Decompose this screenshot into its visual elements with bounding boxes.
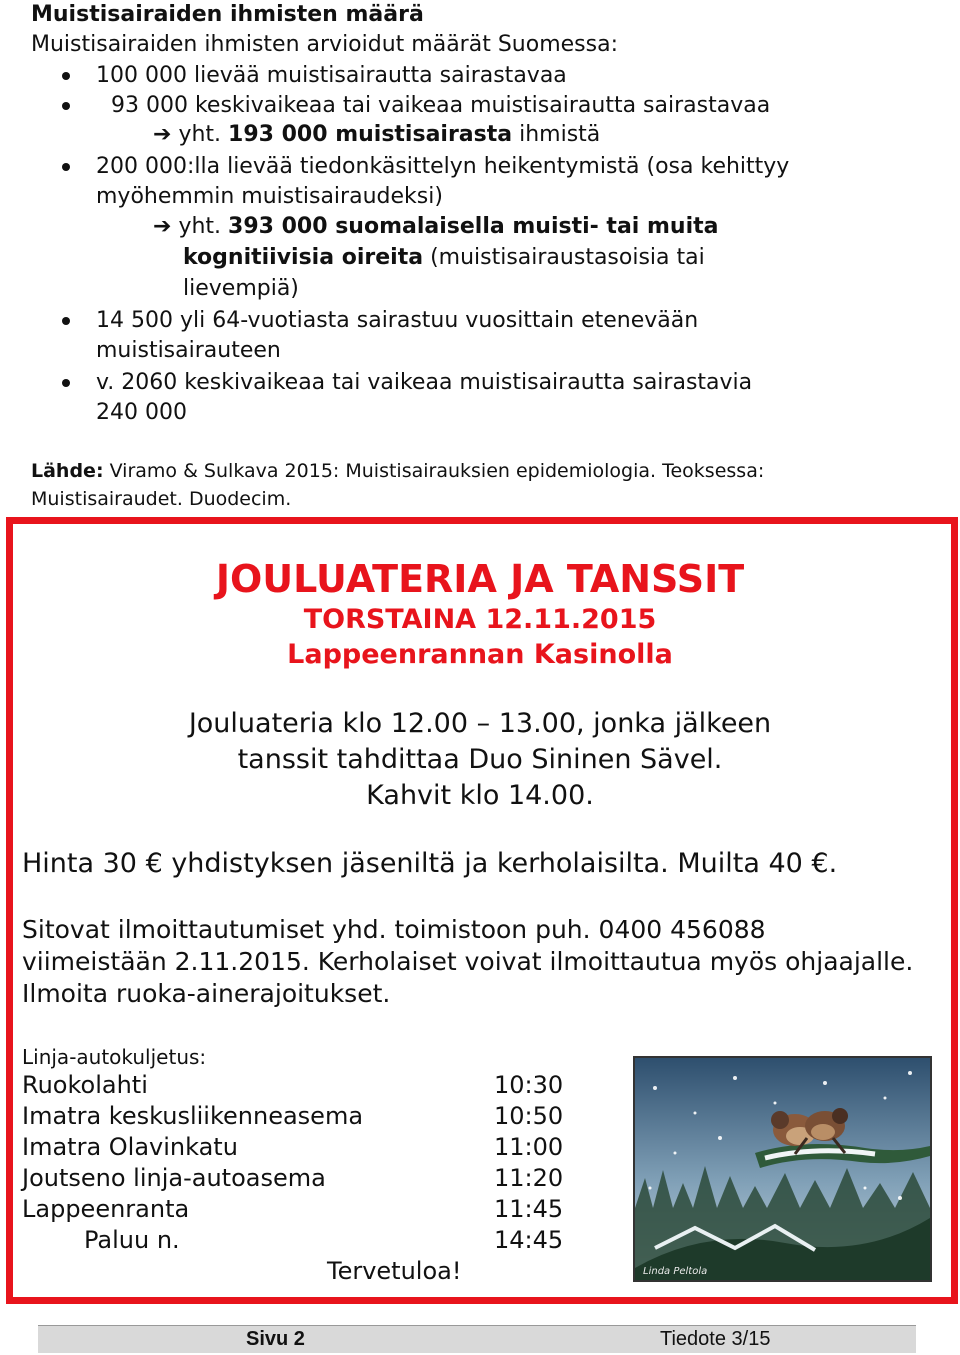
source-citation-l2: Muistisairaudet. Duodecim. — [31, 488, 292, 510]
bus-stop-time: 10:50 — [494, 1102, 564, 1130]
registration-line-2: viimeistään 2.11.2015. Kerholaiset voivat ilmoittautua myös ohjaajalle. — [22, 947, 914, 976]
bullet-icon — [62, 72, 70, 80]
bullet-2060-l1: v. 2060 keskivaikeaa tai vaikeaa muistisairautta sairastavia — [96, 370, 753, 395]
bullet-severe: 93 000 keskivaikeaa tai vaikeaa muistisairautta sairastavaa — [111, 93, 771, 118]
bullet-cognitive-l1: 200 000:lla lievää tiedonkäsittelyn heikentymistä (osa kehittyy — [96, 154, 790, 179]
painting-signature: Linda Peltola — [643, 1266, 708, 1277]
source-citation: Lähde: Viramo & Sulkava 2015: Muistisairauksien epidemiologia. Teoksessa: — [31, 460, 765, 482]
bus-heading: Linja-autokuljetus: — [22, 1045, 207, 1069]
bullet-cognitive-l2: myöhemmin muistisairaudeksi) — [96, 184, 443, 209]
issue-number: Tiedote 3/15 — [660, 1328, 771, 1350]
bus-stop-time: 11:00 — [494, 1133, 564, 1161]
bus-stop-time: 11:20 — [494, 1164, 564, 1192]
event-line-coffee: Kahvit klo 14.00. — [366, 780, 594, 811]
total-line-2c: lievempiä) — [183, 276, 299, 301]
bus-stop-place: Imatra keskusliikenneasema — [22, 1102, 364, 1130]
bus-stop-time: 11:45 — [494, 1195, 564, 1223]
bus-stop-place: Joutseno linja-autoasema — [22, 1164, 326, 1192]
total-line-1: ➔ yht. 193 000 muistisairasta ihmistä — [153, 122, 601, 147]
arrow-right-icon: ➔ — [153, 122, 172, 147]
bus-stop-place: Paluu n. — [84, 1226, 180, 1254]
bus-stop-place: Lappeenranta — [22, 1195, 190, 1223]
bullet-yearly-l2: muistisairauteen — [96, 338, 281, 363]
event-line-lunch: Jouluateria klo 12.00 – 13.00, jonka jälkeen — [188, 708, 772, 739]
page-number: Sivu 2 — [246, 1328, 305, 1350]
bullet-mild: 100 000 lievää muistisairautta sairastavaa — [96, 63, 567, 88]
registration-line-1: Sitovat ilmoittautumiset yhd. toimistoon puh. 0400 456088 — [22, 915, 766, 944]
bus-stop-time: 14:45 — [494, 1226, 564, 1254]
bus-stop-place: Ruokolahti — [22, 1071, 148, 1099]
bullet-icon — [62, 317, 70, 325]
event-price: Hinta 30 € yhdistyksen jäseniltä ja kerholaisilta. Muilta 40 €. — [22, 848, 838, 879]
bus-stop-time: 10:30 — [494, 1071, 564, 1099]
section-title: Muistisairaiden ihmisten määrä — [31, 2, 424, 27]
registration-line-3: Ilmoita ruoka-ainerajoitukset. — [22, 979, 391, 1008]
bullet-icon — [62, 102, 70, 110]
footer-bar — [38, 1325, 916, 1353]
bird-painting-image — [633, 1056, 932, 1282]
event-title: JOULUATERIA JA TANSSIT — [215, 557, 745, 601]
welcome-text: Tervetuloa! — [327, 1257, 462, 1285]
bird-painting-svg — [635, 1058, 930, 1280]
total-line-2: ➔ yht. 393 000 suomalaisella muisti- tai muita — [153, 214, 719, 239]
intro-text: Muistisairaiden ihmisten arvioidut määrät Suomessa: — [31, 32, 618, 57]
bullet-2060-l2: 240 000 — [96, 400, 187, 425]
bullet-icon — [62, 379, 70, 387]
bus-stop-place: Imatra Olavinkatu — [22, 1133, 238, 1161]
arrow-right-icon: ➔ — [153, 214, 172, 239]
event-date: TORSTAINA 12.11.2015 — [303, 604, 657, 635]
event-place: Lappeenrannan Kasinolla — [287, 639, 673, 670]
bullet-icon — [62, 163, 70, 171]
event-line-dance: tanssit tahdittaa Duo Sininen Sävel. — [237, 744, 723, 775]
bullet-yearly-l1: 14 500 yli 64-vuotiasta sairastuu vuosittain etenevään — [96, 308, 699, 333]
total-line-2b: kognitiivisia oireita (muistisairaustasoisia tai — [183, 245, 705, 270]
